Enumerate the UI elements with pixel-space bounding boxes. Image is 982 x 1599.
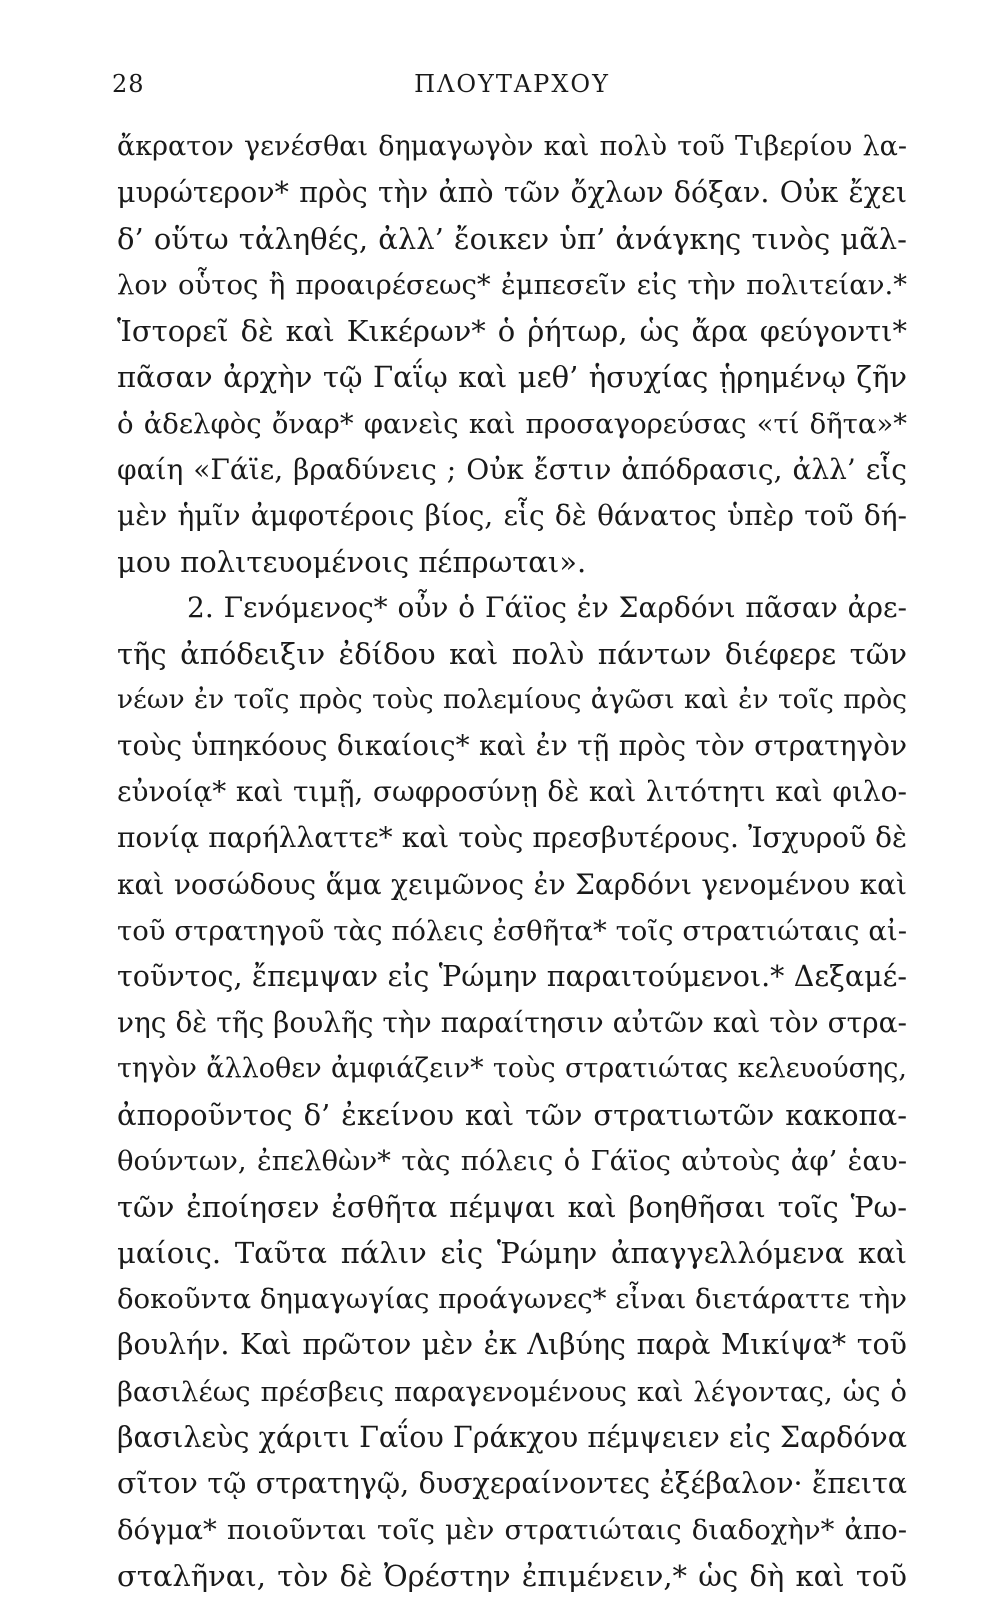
text-line: τοῦντος, ἔπεμψαν εἰς Ῥώμην παραιτούμενοι.* Δεξαμέ- [117,959,907,993]
text-line: βασιλέως πρέσβεις παραγενομένους καὶ λέγοντας, ὡς ὁ [117,1375,907,1408]
body-text [117,124,907,1599]
text-line: λον οὗτος ἢ προαιρέσεως* ἐμπεσεῖν εἰς τὴν πολιτείαν.* [117,269,907,302]
text-line: βουλήν. Καὶ πρῶτον μὲν ἐκ Λιβύης παρὰ Μικίψα* τοῦ [117,1328,907,1362]
text-line: δ’ οὕτω τἀληθές, ἀλλ’ ἔοικεν ὑπ’ ἀνάγκης τινὸς μᾶλ- [117,222,907,257]
text-line: πᾶσαν ἀρχὴν τῷ Γαΐῳ καὶ μεθ’ ἡσυχίας ᾑρημένῳ ζῆν [117,360,907,395]
text-line: μὲν ἡμῖν ἀμφοτέροις βίος, εἷς δὲ θάνατος ὑπὲρ τοῦ δή- [117,498,907,532]
text-line: τοὺς ὑπηκόους δικαίοις* καὶ ἐν τῇ πρὸς τὸν στρατηγὸν [117,729,907,763]
text-line: δοκοῦντα δημαγωγίας προάγωνες* εἶναι διετάραττε τὴν [117,1283,907,1316]
text-line: τῶν ἐποίησεν ἐσθῆτα πέμψαι καὶ βοηθῆσαι τοῖς Ῥω- [117,1190,907,1225]
text-line-section-start: 2. Γενόμενος* οὖν ὁ Γάϊος ἐν Σαρδόνι πᾶσαν ἀρε- [187,590,907,624]
text-line: τῆς ἀπόδειξιν ἐδίδου καὶ πολὺ πάντων διέφερε τῶν [117,637,907,672]
text-line: σῖτον τῷ στρατηγῷ, δυσχεραίνοντες ἐξέβαλον· ἔπειτα [117,1466,907,1500]
text-line: φαίη «Γάϊε, βραδύνεις ; Οὐκ ἔστιν ἀπόδρασις, ἀλλ’ εἷς [117,452,907,486]
running-title: ΠΛΟΥΤΑΡΧΟΥ [414,70,610,98]
text-line: εὐνοίᾳ* καὶ τιμῇ, σωφροσύνῃ δὲ καὶ λιτότητι καὶ φιλο- [117,775,907,809]
text-line: βασιλεὺς χάριτι Γαΐου Γράκχου πέμψειεν εἰς Σαρδόνα [117,1420,907,1454]
text-line: ἀποροῦντος δ’ ἐκείνου καὶ τῶν στρατιωτῶν κακοπα- [117,1097,907,1132]
page-header [112,70,912,106]
text-line: Ἱστορεῖ δὲ καὶ Κικέρων* ὁ ῥήτωρ, ὡς ἄρα φεύγοντι* [117,314,907,349]
text-line: θούντων, ἐπελθὼν* τὰς πόλεις ὁ Γάϊος αὐτοὺς ἀφ’ ἑαυ- [117,1145,907,1178]
text-line: νέων ἐν τοῖς πρὸς τοὺς πολεμίους ἀγῶσι καὶ ἐν τοῖς πρὸς [117,684,907,716]
text-line: ἄκρατον γενέσθαι δημαγωγὸν καὶ πολὺ τοῦ Τιβερίου λα- [117,131,907,162]
text-line: δόγμα* ποιοῦνται τοῖς μὲν στρατιώταις διαδοχὴν* ἀπο- [117,1513,907,1546]
text-line: νης δὲ τῆς βουλῆς τὴν παραίτησιν αὐτῶν καὶ τὸν στρα- [117,1005,907,1039]
text-line: ὁ ἀδελφὸς ὄναρ* φανεὶς καὶ προσαγορεύσας «τί δῆτα»* [117,407,907,440]
text-line: μαίοις. Ταῦτα πάλιν εἰς Ῥώμην ἀπαγγελλόμενα καὶ [117,1236,907,1271]
text-line: τοῦ στρατηγοῦ τὰς πόλεις ἐσθῆτα* τοῖς στρατιώταις αἰ- [117,914,907,947]
page-number: 28 [112,70,145,98]
text-line: σταλῆναι, τὸν δὲ Ὀρέστην ἐπιμένειν,* ὡς δὴ καὶ τοῦ [117,1558,907,1593]
text-line-paragraph-end: μου πολιτευομένοις πέπρωται». [117,544,587,579]
text-line: πονίᾳ παρήλλαττε* καὶ τοὺς πρεσβυτέρους. Ἰσχυροῦ δὲ [117,821,907,855]
text-line: καὶ νοσώδους ἅμα χειμῶνος ἐν Σαρδόνι γενομένου καὶ [117,867,907,901]
text-line: μυρώτερον* πρὸς τὴν ἀπὸ τῶν ὄχλων δόξαν. Οὐκ ἔχει [117,176,907,210]
text-line: τηγὸν ἄλλοθεν ἀμφιάζειν* τοὺς στρατιώτας κελευούσης, [117,1052,907,1084]
